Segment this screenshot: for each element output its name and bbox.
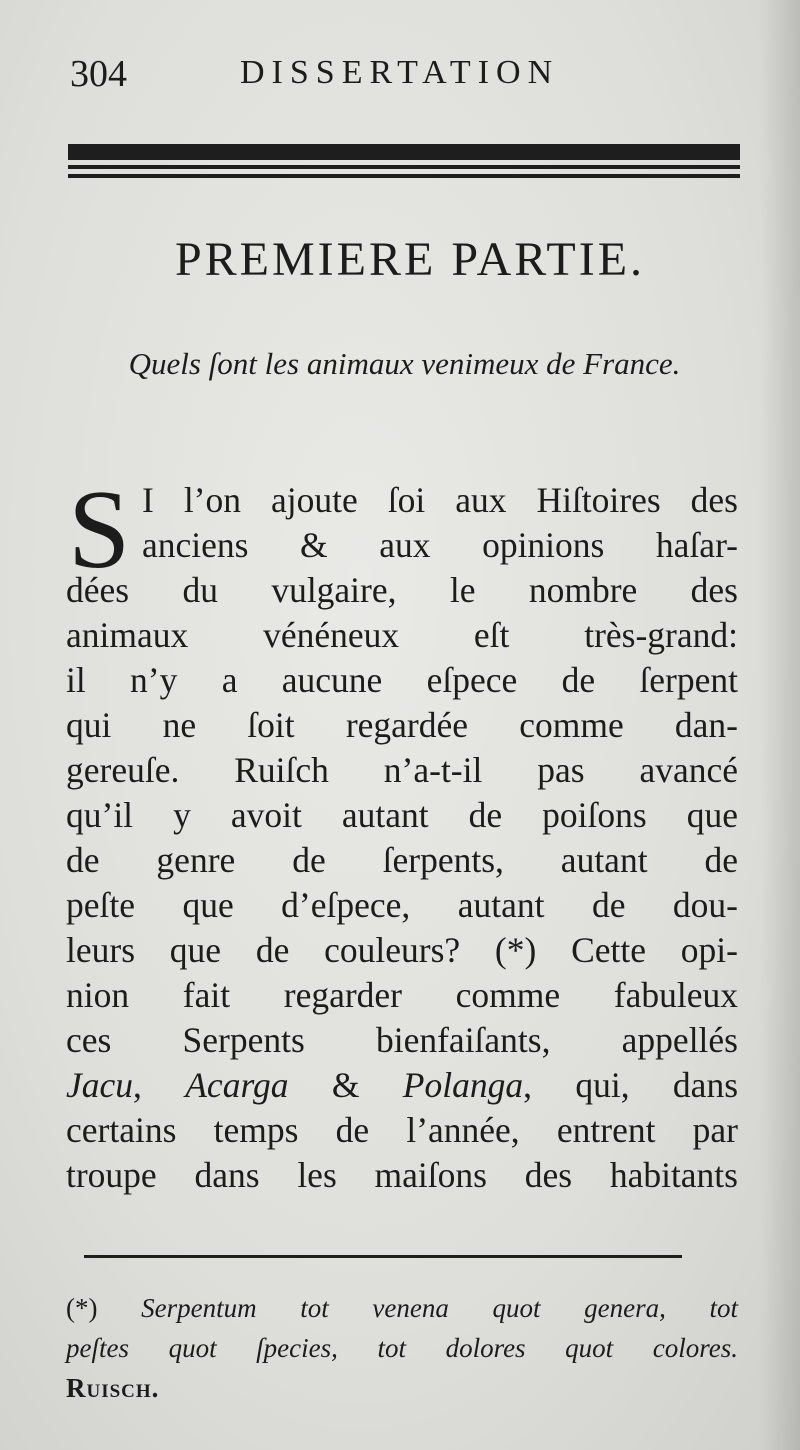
body-text [66,478,738,1198]
names-separator: , [133,1065,142,1105]
body-line: gereuſe. Ruiſch n’a-t-il pas avancé [66,750,738,790]
footnote-line [66,1328,738,1368]
body-line: il n’y a aucune eſpece de ſerpent [66,660,738,700]
rule-thick [68,144,740,160]
body-line: dées du vulgaire, le nombre des [66,570,738,610]
body-line: qui ne ſoit regardée comme dan- [66,705,738,745]
footnote-text: Serpentum tot venena quot genera, tot [141,1293,738,1323]
rule-thin [68,174,740,178]
part-title: PREMIERE PARTIE. [174,233,646,286]
page-edge-shadow [760,0,800,1450]
name-acarga: Acarga [185,1065,289,1105]
body-line: anciens & aux opinions haſar- [142,525,738,565]
ornamental-rule [68,144,740,184]
body-line: animaux vénéneux eſt très-grand: [66,615,738,655]
name-polanga: Polanga [402,1065,524,1105]
name-jacu: Jacu [66,1065,134,1105]
footnote-marker: (*) [66,1293,98,1323]
drop-cap: S [68,468,131,592]
rule-thin [68,165,740,169]
body-line: troupe dans les maiſons des habitants [66,1155,738,1195]
running-title: DISSERTATION [240,54,560,91]
body-line: qu’il y avoit autant de poiſons que [66,795,738,835]
body-line: nion fait regarder comme fabuleux [66,975,738,1015]
footnote-rule [84,1255,682,1258]
body-line: de genre de ſerpents, autant de [66,840,738,880]
body-line: I l’on ajoute ſoi aux Hiſtoires des [142,480,738,520]
footnote-line [66,1288,738,1328]
footnote-author: Ruisch. [66,1373,160,1403]
page-number: 304 [70,53,127,95]
body-line: ces Serpents bienfaiſants, appellés [66,1020,738,1060]
names-line-rest: , qui, dans [523,1065,739,1105]
body-line-names [66,1063,738,1108]
running-head [70,52,730,102]
footnote-text: peſtes quot ſpecies, tot dolores quot colores. [66,1333,738,1363]
body-line: certains temps de l’année, entrent par [66,1110,738,1150]
body-line: peſte que d’eſpece, autant de dou- [66,885,738,925]
footnote [66,1288,738,1408]
body-line: leurs que de couleurs? (*) Cette opi- [66,930,738,970]
names-ampersand: & [331,1065,360,1105]
section-subtitle: Quels ſont les animaux venimeux de France. [128,346,681,381]
